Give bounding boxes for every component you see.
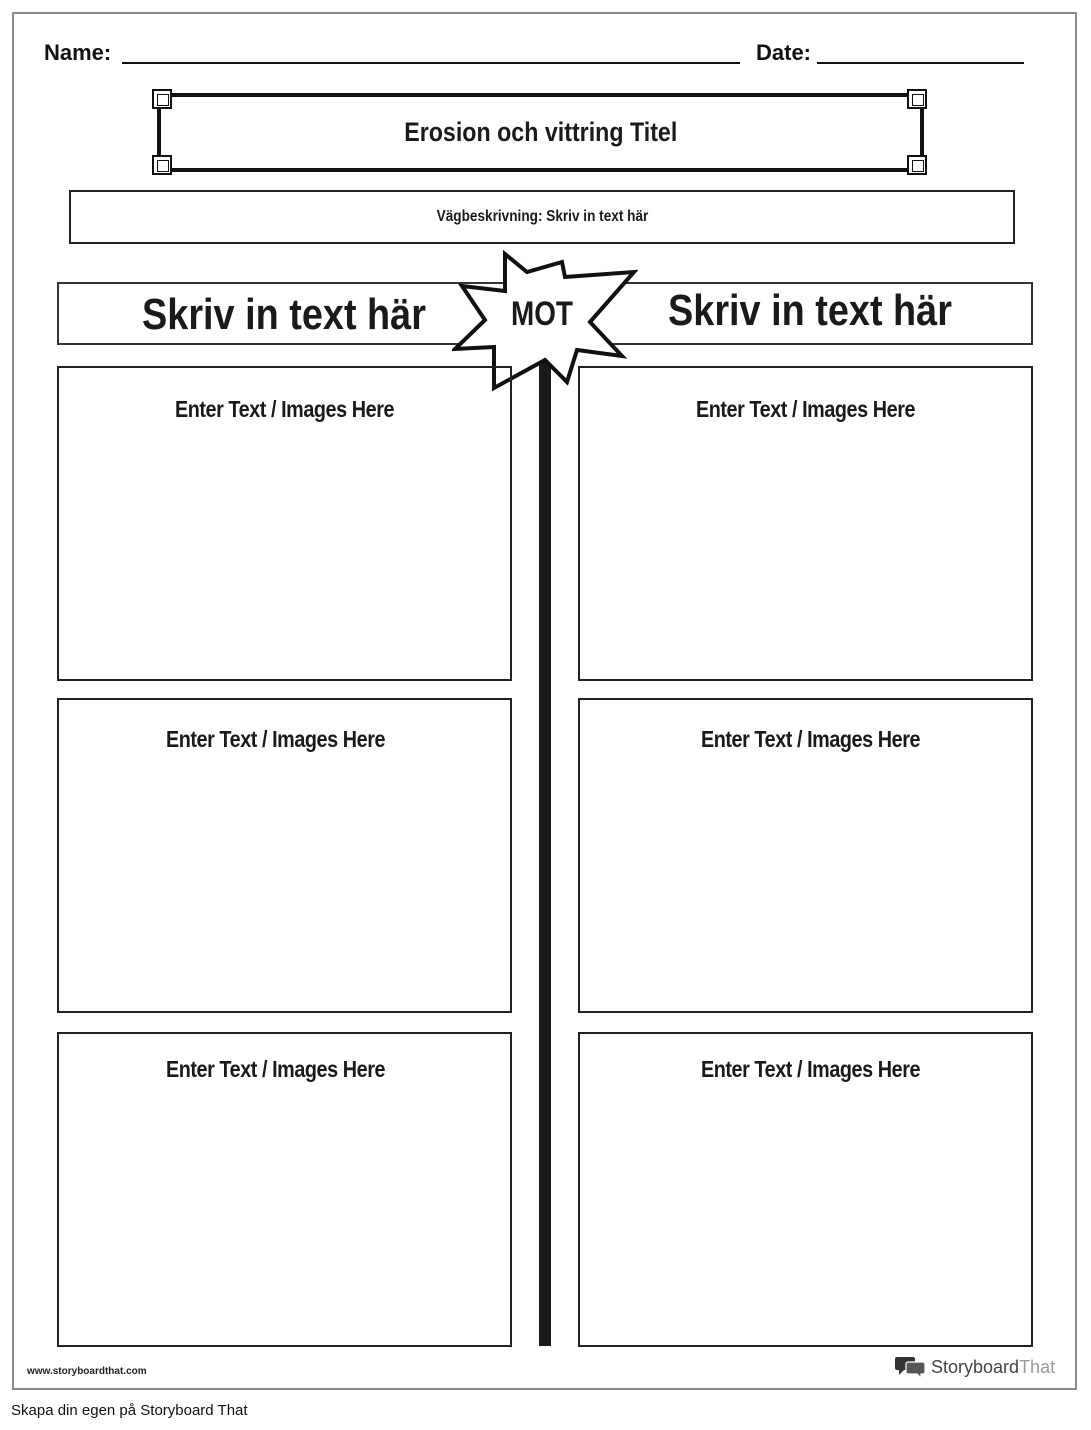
- left-cell-3[interactable]: [57, 1032, 512, 1347]
- center-divider: [539, 360, 551, 1346]
- right-cell-3[interactable]: [578, 1032, 1033, 1347]
- right-cell-2[interactable]: [578, 698, 1033, 1013]
- right-heading-box[interactable]: [578, 282, 1033, 345]
- versus-label: MOT: [511, 295, 573, 333]
- right-cell-1[interactable]: [578, 366, 1033, 681]
- right-heading: Skriv in text här: [668, 286, 952, 335]
- storyboardthat-logo: [895, 1354, 1055, 1380]
- cell-placeholder: Enter Text / Images Here: [700, 726, 921, 752]
- directions-box[interactable]: [69, 190, 1015, 244]
- name-label: Name:: [44, 40, 112, 65]
- corner-handle-top-right: [907, 89, 927, 109]
- brand-storyboard: Storyboard: [931, 1356, 1020, 1377]
- cell-placeholder: Enter Text / Images Here: [695, 396, 916, 422]
- speech-bubbles-icon: [895, 1354, 927, 1380]
- cell-placeholder: Enter Text / Images Here: [165, 726, 386, 752]
- corner-handle-top-left: [152, 89, 172, 109]
- left-heading: Skriv in text här: [142, 290, 426, 339]
- page-title: Erosion och vittring Titel: [403, 117, 678, 147]
- date-field[interactable]: [817, 62, 1024, 64]
- brand-that: That: [1019, 1356, 1056, 1377]
- corner-handle-bottom-left: [152, 155, 172, 175]
- left-cell-2[interactable]: [57, 698, 512, 1013]
- left-heading-box[interactable]: [57, 282, 512, 345]
- cell-placeholder: Enter Text / Images Here: [174, 396, 395, 422]
- directions-text: Vägbeskrivning: Skriv in text här: [436, 208, 648, 225]
- corner-handle-bottom-right: [907, 155, 927, 175]
- cell-placeholder: Enter Text / Images Here: [700, 1056, 921, 1082]
- date-label: Date:: [756, 40, 812, 65]
- left-cell-1[interactable]: [57, 366, 512, 681]
- cell-placeholder: Enter Text / Images Here: [165, 1056, 386, 1082]
- name-field[interactable]: [122, 62, 740, 64]
- website-url[interactable]: www.storyboardthat.com: [27, 1366, 147, 1377]
- footer-caption[interactable]: Skapa din egen på Storyboard That: [11, 1402, 248, 1419]
- title-box[interactable]: [157, 93, 924, 172]
